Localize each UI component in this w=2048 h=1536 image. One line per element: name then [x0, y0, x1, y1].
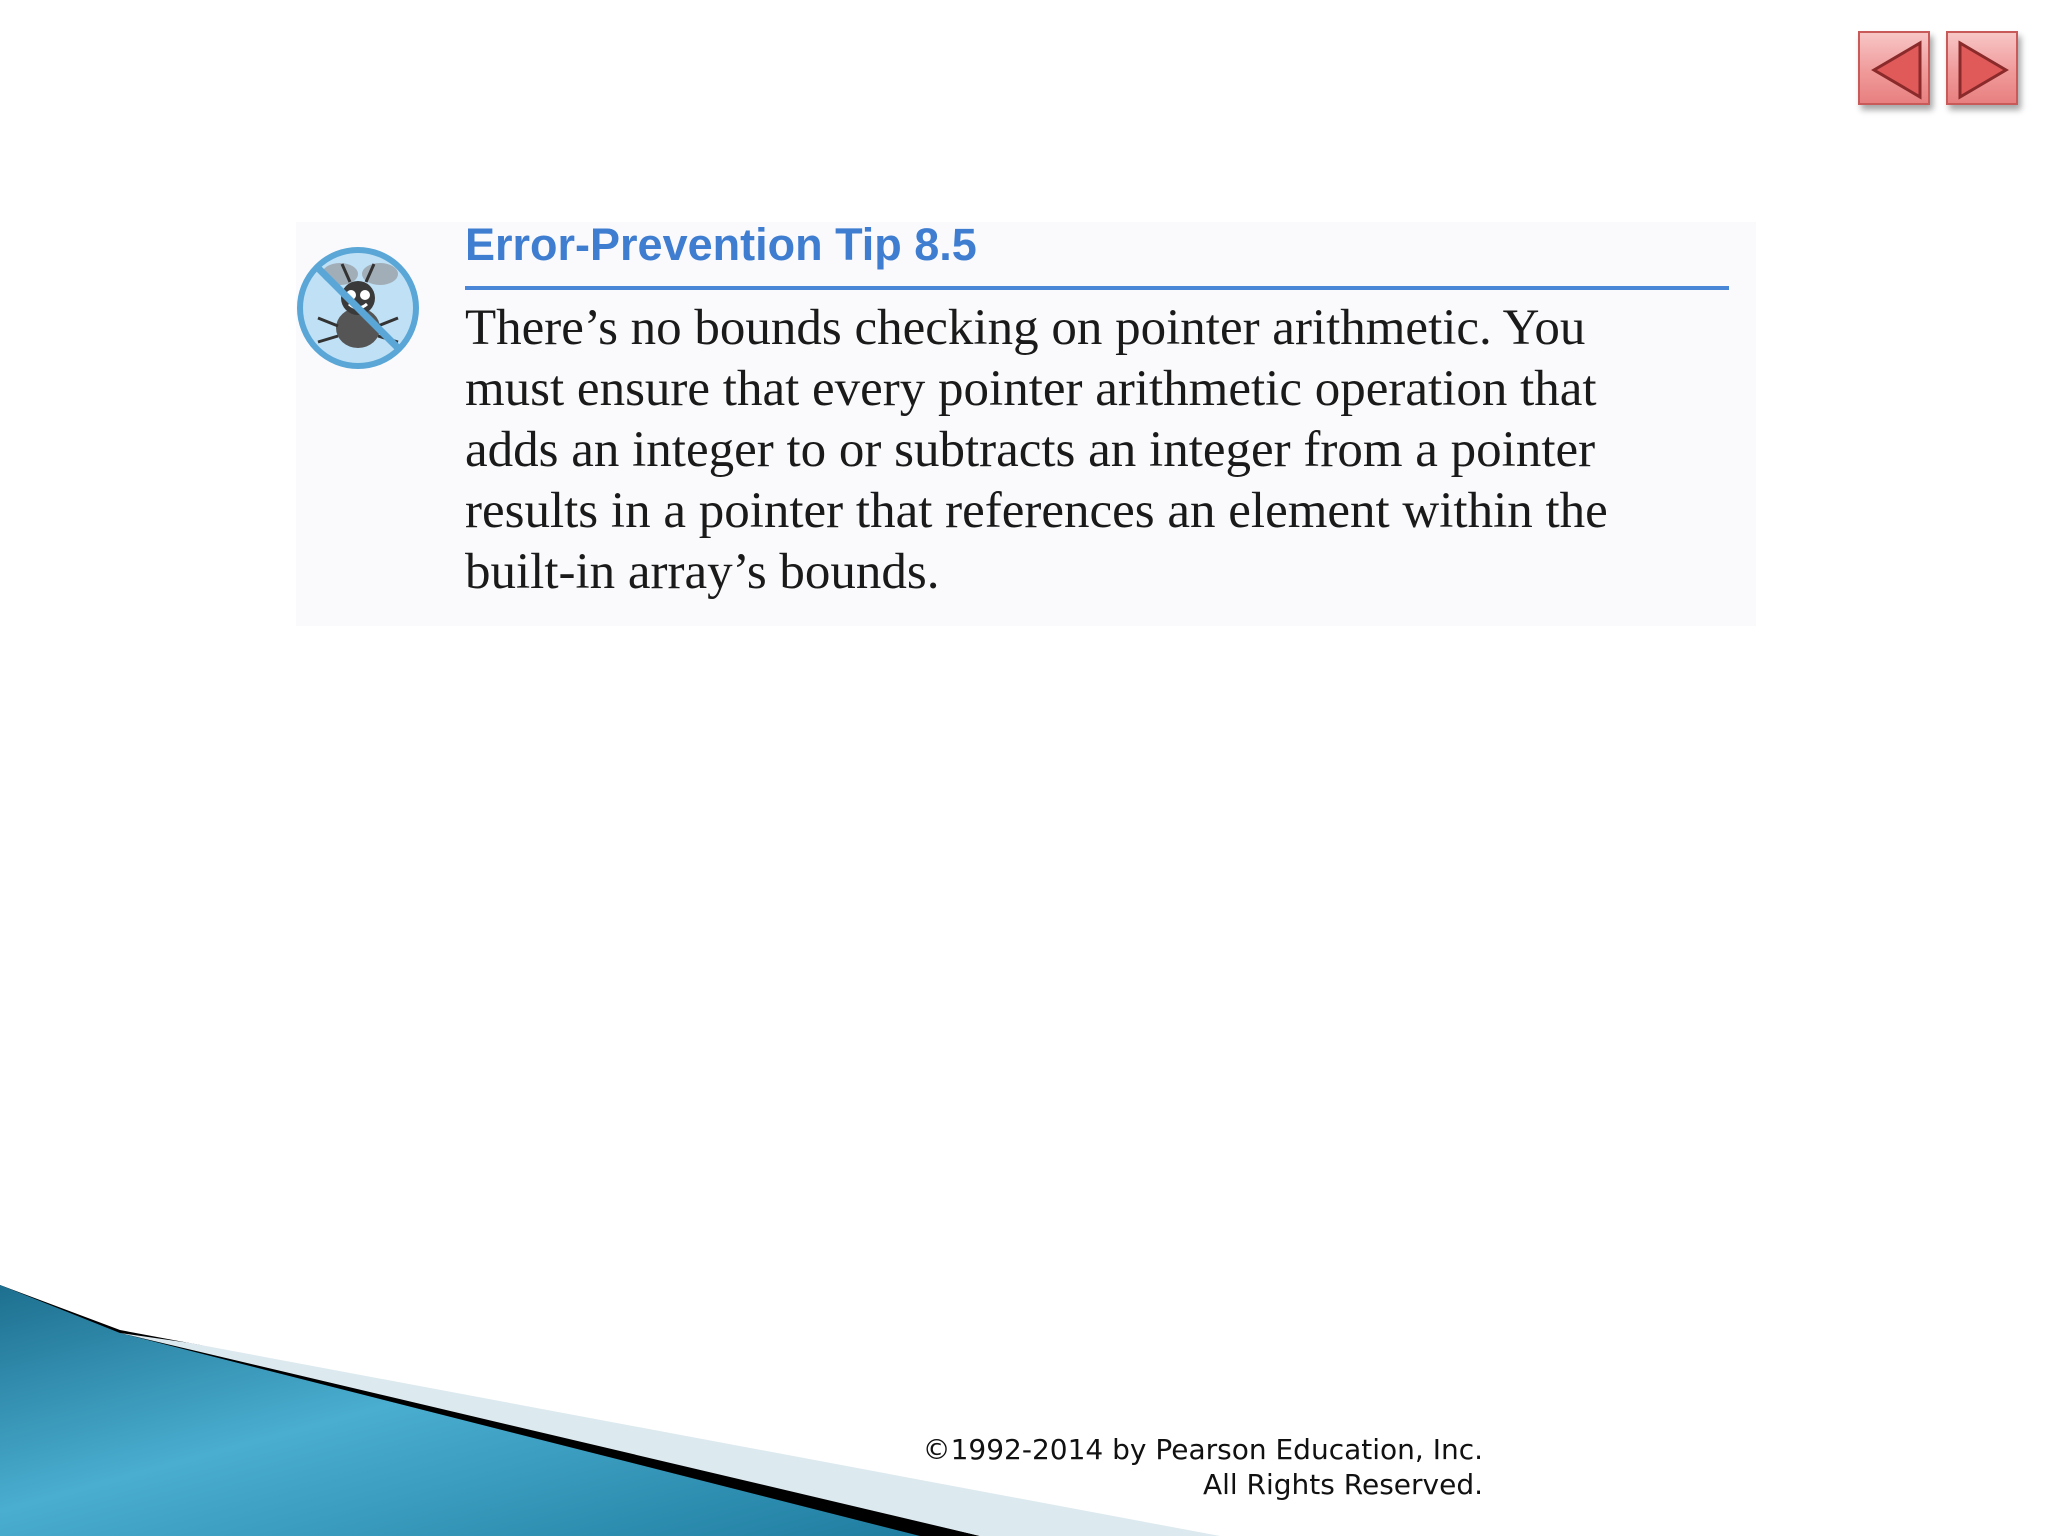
tip-line: must ensure that every pointer arithmetic operation that [465, 361, 1597, 417]
triangle-left-icon [1860, 33, 1932, 107]
tip-line: built-in array’s bounds. [465, 544, 940, 600]
copyright-line: ©1992-2014 by Pearson Education, Inc. [922, 1433, 1483, 1466]
tip-line: results in a pointer that references an element within the [465, 483, 1608, 539]
copyright-notice [923, 1432, 1483, 1502]
tip-body [465, 298, 1745, 603]
tip-title: Error-Prevention Tip 8.5 [465, 219, 977, 270]
bug-prohibited-icon [296, 246, 420, 370]
previous-slide-button[interactable] [1858, 31, 1930, 105]
triangle-right-icon [1948, 33, 2020, 107]
title-divider [465, 286, 1729, 290]
tip-line: adds an integer to or subtracts an integer from a pointer [465, 422, 1596, 478]
tip-line: There’s no bounds checking on pointer arithmetic. You [465, 300, 1586, 356]
next-slide-button[interactable] [1946, 31, 2018, 105]
rights-line: All Rights Reserved. [1202, 1468, 1483, 1501]
